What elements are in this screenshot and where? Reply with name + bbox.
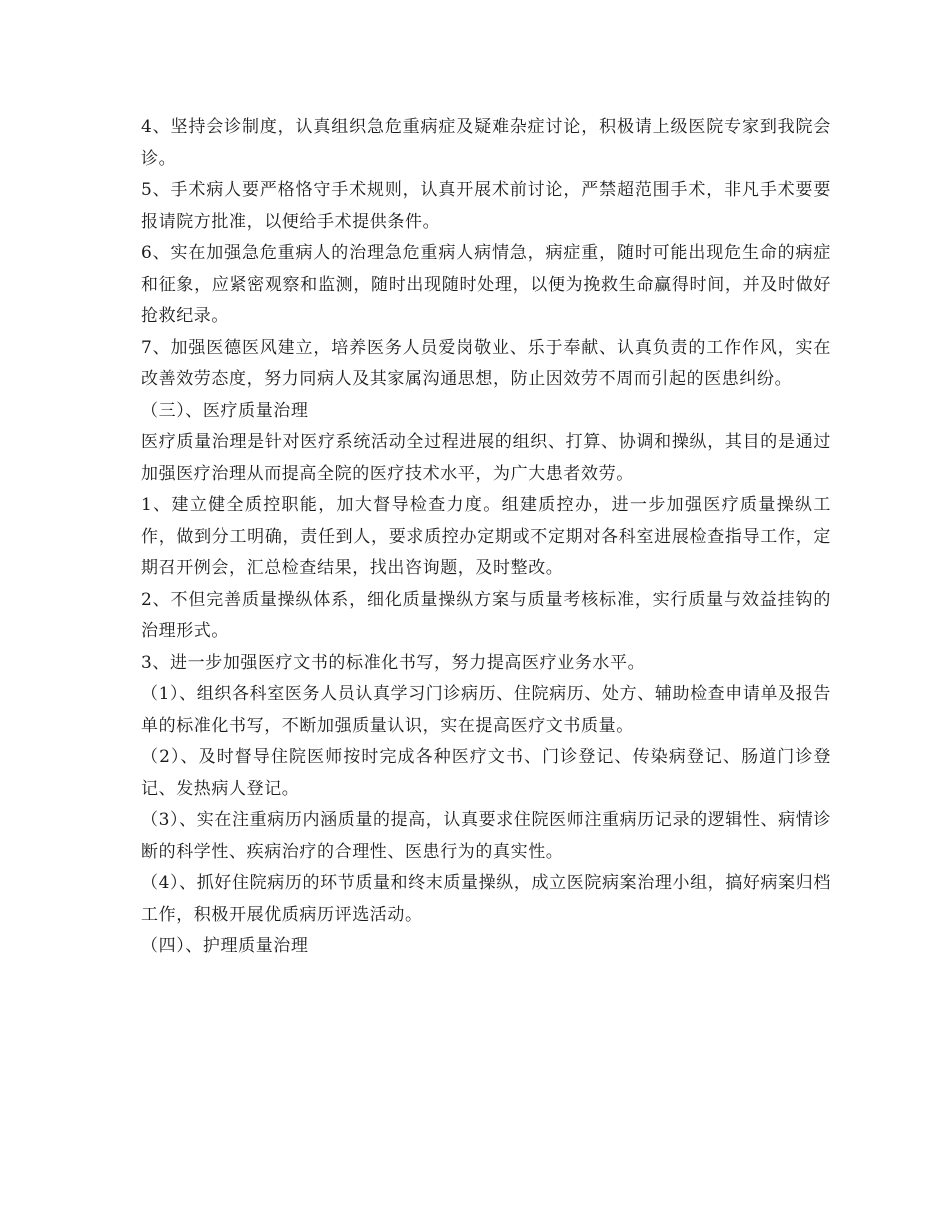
- subitem-4: （4）、抓好住院病历的环节质量和终末质量操纵，成立医院病案治理小组，搞好病案归档工作，积极开展优质病历评选活动。: [141, 873, 831, 925]
- section-heading-3: （三）、医疗质量治理: [141, 400, 309, 421]
- section-intro: 医疗质量治理是针对医疗系统活动全过程进展的组织、打算、协调和操纵，其目的是通过加强医疗治理从而提高全院的医疗技术水平，为广大患者效劳。: [141, 432, 831, 484]
- paragraph-item-6: 6、实在加强急危重病人的治理急危重病人病情急，病症重，随时可能出现危生命的病症和征象，应紧密观察和监测，随时出现随时处理，以便为挽救生命赢得时间，并及时做好抢救纪录。: [141, 243, 831, 326]
- paragraph-item-5: 5、手术病人要严格恪守手术规则，认真开展术前讨论，严禁超范围手术，非凡手术要要报请院方批准，以便给手术提供条件。: [141, 180, 831, 232]
- subitem-2: （2）、及时督导住院医师按时完成各种医疗文书、门诊登记、传染病登记、肠道门诊登记、发热病人登记。: [141, 747, 831, 799]
- subitem-3: （3）、实在注重病历内涵质量的提高，认真要求住院医师注重病历记录的逻辑性、病情诊断的科学性、疾病治疗的合理性、医患行为的真实性。: [141, 810, 831, 862]
- subitem-1: （1）、组织各科室医务人员认真学习门诊病历、住院病历、处方、辅助检查申请单及报告单的标准化书写，不断加强质量认识，实在提高医疗文书质量。: [141, 684, 831, 736]
- paragraph-item-3: 3、进一步加强医疗文书的标准化书写，努力提高医疗业务水平。: [141, 652, 646, 673]
- paragraph-item-4: 4、坚持会诊制度，认真组织急危重病症及疑难杂症讨论，积极请上级医院专家到我院会诊。: [141, 117, 831, 169]
- document-body: [141, 112, 831, 963]
- paragraph-item-2: 2、不但完善质量操纵体系，细化质量操纵方案与质量考核标准，实行质量与效益挂钩的治理形式。: [141, 589, 831, 641]
- paragraph-item-1: 1、建立健全质控职能，加大督导检查力度。组建质控办，进一步加强医疗质量操纵工作，做到分工明确，责任到人，要求质控办定期或不定期对各科室进展检查指导工作，定期召开例会，汇总检查结果，找出咨询题，及时整改。: [141, 495, 831, 578]
- paragraph-item-7: 7、加强医德医风建立，培养医务人员爱岗敬业、乐于奉献、认真负责的工作作风，实在改善效劳态度，努力同病人及其家属沟通思想，防止因效劳不周而引起的医患纠纷。: [141, 337, 831, 389]
- section-heading-4: （四）、护理质量治理: [141, 936, 309, 956]
